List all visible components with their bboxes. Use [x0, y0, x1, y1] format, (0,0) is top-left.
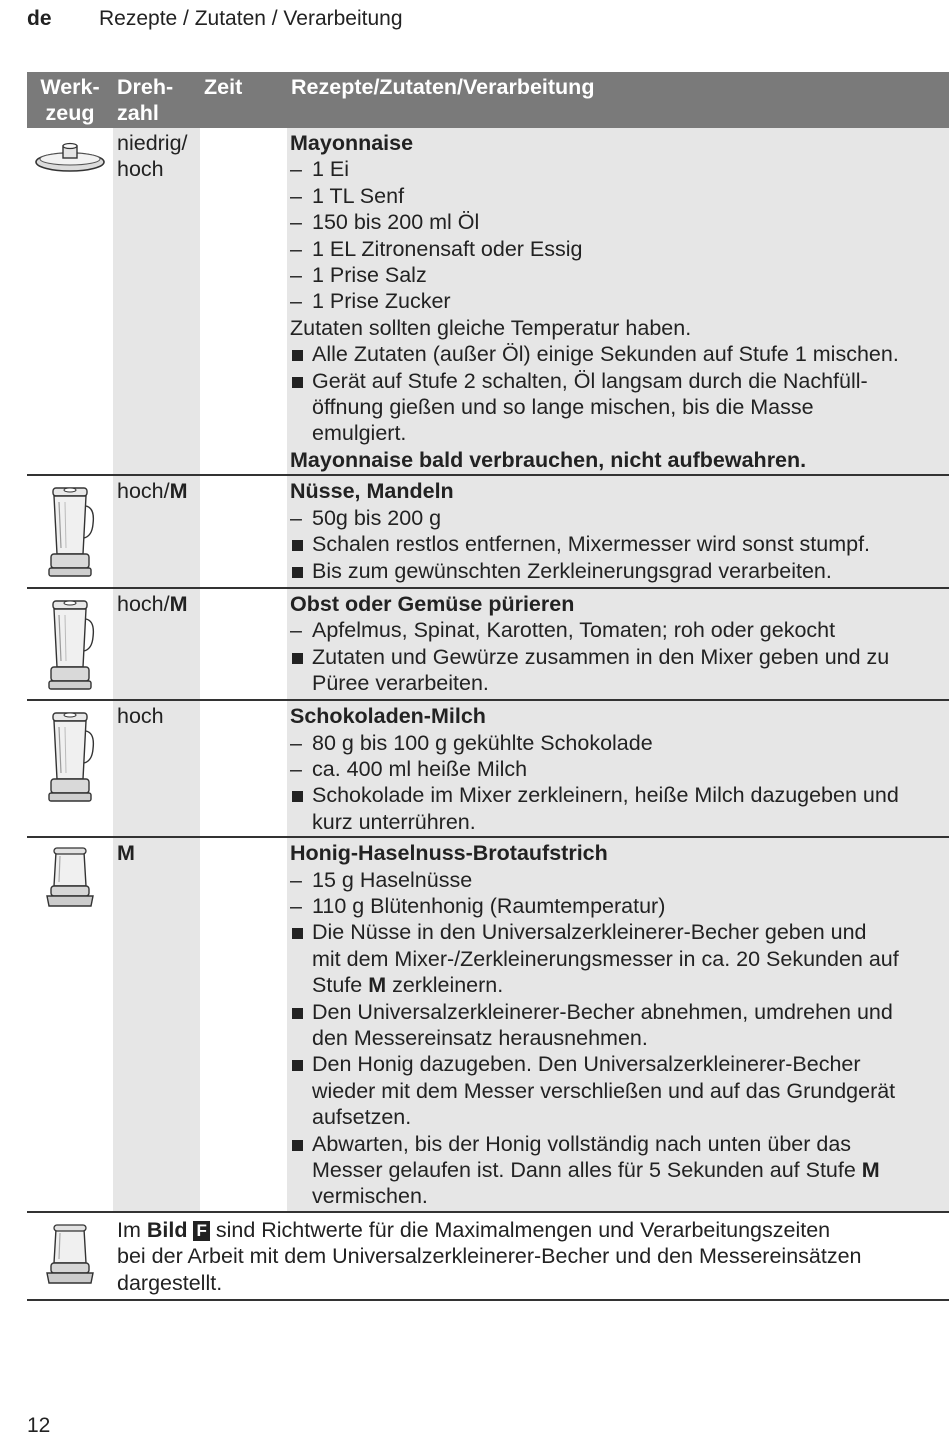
step-item: Den Honig dazugeben. Den Universalzerkleinerer-Becher wieder mit dem Messer verschließen und auf das Grundgerät aufsetzen.: [290, 1051, 949, 1130]
recipe-warning: Mayonnaise bald verbrauchen, nicht aufbewahren.: [290, 447, 807, 472]
step-item: Die Nüsse in den Universalzerkleinerer-Becher geben und mit dem Mixer-/Zerkleinerungsmesser in ca. 20 Sekunden auf Stufe M zerkleinern.: [290, 919, 949, 998]
ingredient-item: – 1 TL Senf: [290, 183, 405, 208]
tool-cell: [27, 700, 113, 837]
table-row: [27, 128, 949, 475]
chopper-cup-icon: [43, 846, 97, 910]
time-cell: [200, 588, 287, 700]
tool-cell: [27, 837, 113, 1212]
header-tool: Werk- zeug: [27, 72, 113, 128]
step-item: Gerät auf Stufe 2 schalten, Öl langsam durch die Nachfüll- öffnung gießen und so lange mischen, bis die Masse emulgiert.: [290, 368, 949, 447]
time-cell: [200, 475, 287, 587]
ingredient-item: – 110 g Blütenhonig (Raumtemperatur): [290, 893, 666, 918]
header-speed: Dreh- zahl: [113, 72, 200, 128]
ingredient-item: – 150 bis 200 ml Öl: [290, 210, 480, 235]
recipe-cell: [287, 475, 949, 587]
recipe-title: Nüsse, Mandeln: [290, 479, 454, 504]
recipe-cell: [287, 128, 949, 475]
figure-reference-badge: F: [193, 1221, 209, 1241]
time-cell: [200, 837, 287, 1212]
table-row: [27, 700, 949, 837]
header-recipe: Rezepte/Zutaten/Verarbeitung: [287, 72, 949, 128]
recipe-cell: [287, 700, 949, 837]
ingredient-item: – 1 Prise Salz: [290, 263, 427, 288]
page-number: 12: [27, 1414, 51, 1437]
recipe-table: [27, 72, 949, 1301]
step-item: Bis zum gewünschten Zerkleinerungsgrad verarbeiten.: [290, 558, 949, 584]
speed-cell: hoch/M: [113, 588, 200, 700]
header-time: Zeit: [200, 72, 287, 128]
step-item: Schokolade im Mixer zerkleinern, heiße Milch dazugeben und kurz unterrühren.: [290, 782, 949, 835]
ingredient-item: – 80 g bis 100 g gekühlte Schokolade: [290, 730, 653, 755]
step-item: Zutaten und Gewürze zusammen in den Mixer geben und zu Püree verarbeiten.: [290, 644, 949, 697]
recipe-title: Schokoladen-Milch: [290, 704, 486, 729]
info-note: Im Bild F sind Richtwerte für die Maximalmengen und Verarbeitungszeiten bei der Arbeit mit dem Universalzerkleinerer-Becher und den Messereinsätzen dargestellt.: [113, 1212, 949, 1300]
blender-jug-icon: [43, 484, 97, 580]
recipe-title: Honig-Haselnuss-Brotaufstrich: [290, 841, 608, 866]
recipe-title: Obst oder Gemüse pürieren: [290, 591, 575, 616]
ingredient-item: – Apfelmus, Spinat, Karotten, Tomaten; roh oder gekocht: [290, 618, 836, 643]
step-item: Den Universalzerkleinerer-Becher abnehmen, umdrehen und den Messereinsatz herausnehmen.: [290, 999, 949, 1052]
recipe-cell: [287, 837, 949, 1212]
info-row: [27, 1212, 949, 1300]
blender-jug-icon: [43, 597, 97, 693]
table-row: [27, 837, 949, 1212]
time-cell: [200, 700, 287, 837]
whisk-disc-icon: [32, 136, 108, 176]
tool-cell: [27, 1212, 113, 1300]
tool-cell: [27, 128, 113, 475]
step-item: Schalen restlos entfernen, Mixermesser wird sonst stumpf.: [290, 531, 949, 557]
ingredient-item: – 1 Ei: [290, 157, 350, 182]
table-row: [27, 475, 949, 587]
ingredient-item: – 50g bis 200 g: [290, 505, 442, 530]
speed-cell: hoch: [113, 700, 200, 837]
table-row: [27, 588, 949, 700]
recipe-title: Mayonnaise: [290, 131, 414, 155]
ingredient-item: – 15 g Haselnüsse: [290, 867, 473, 892]
language-code: de: [27, 7, 52, 30]
ingredient-item: – 1 EL Zitronensaft oder Essig: [290, 236, 583, 261]
ingredient-item: – ca. 400 ml heiße Milch: [290, 756, 528, 781]
step-item: Alle Zutaten (außer Öl) einige Sekunden auf Stufe 1 mischen.: [290, 341, 949, 367]
recipe-cell: [287, 588, 949, 700]
recipe-note: Zutaten sollten gleiche Temperatur haben.: [290, 315, 692, 340]
speed-cell: hoch/M: [113, 475, 200, 587]
speed-cell: niedrig/ hoch: [113, 128, 200, 475]
tool-cell: [27, 475, 113, 587]
time-cell: [200, 128, 287, 475]
blender-jug-icon: [43, 709, 97, 805]
table-header-row: [27, 72, 949, 128]
header-title: Rezepte / Zutaten / Verarbeitung: [99, 7, 403, 30]
speed-cell: M: [113, 837, 200, 1212]
step-item: Abwarten, bis der Honig vollständig nach unten über das Messer gelaufen ist. Dann alles für 5 Sekunden auf Stufe M vermischen.: [290, 1131, 949, 1210]
ingredient-item: – 1 Prise Zucker: [290, 289, 451, 314]
page-header: [27, 6, 403, 32]
chopper-cup-icon: [43, 1223, 97, 1287]
tool-cell: [27, 588, 113, 700]
